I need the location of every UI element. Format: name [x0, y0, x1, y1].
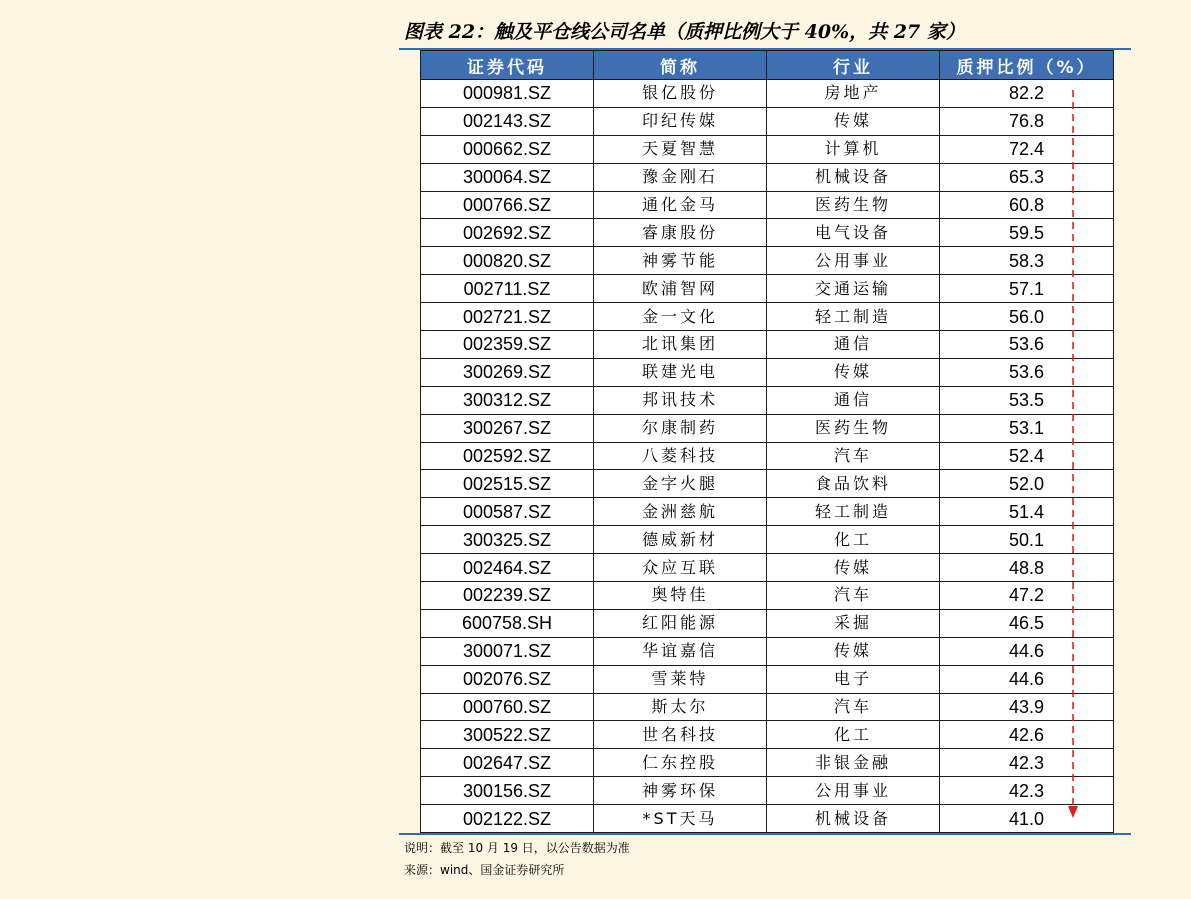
table-row: [421, 80, 1114, 108]
table-row: [421, 442, 1114, 470]
cell-ratio: 44.6: [940, 665, 1114, 693]
table-row: [421, 693, 1114, 721]
table-row: [421, 107, 1114, 135]
cell-industry: 公用事业: [767, 777, 940, 805]
cell-code: 000662.SZ: [421, 135, 594, 163]
cell-code: 002647.SZ: [421, 749, 594, 777]
table-row: [421, 275, 1114, 303]
cell-name: 仁东控股: [594, 749, 767, 777]
cell-ratio: 52.0: [940, 470, 1114, 498]
cell-ratio: 46.5: [940, 609, 1114, 637]
cell-name: 世名科技: [594, 721, 767, 749]
cell-name: 金洲慈航: [594, 498, 767, 526]
cell-code: 000766.SZ: [421, 191, 594, 219]
cell-ratio: 52.4: [940, 442, 1114, 470]
table-row: [421, 135, 1114, 163]
cell-code: 002721.SZ: [421, 303, 594, 331]
cell-industry: 计算机: [767, 135, 940, 163]
table-row: [421, 219, 1114, 247]
table-row: [421, 805, 1114, 833]
table-row: [421, 414, 1114, 442]
cell-code: 000981.SZ: [421, 80, 594, 108]
note-source: 来源：wind、国金证券研究所: [404, 863, 565, 877]
table-row: [421, 386, 1114, 414]
cell-name: 金字火腿: [594, 470, 767, 498]
cell-industry: 汽车: [767, 582, 940, 610]
table-row: [421, 665, 1114, 693]
cell-name: 神雾环保: [594, 777, 767, 805]
cell-industry: 交通运输: [767, 275, 940, 303]
cell-industry: 公用事业: [767, 247, 940, 275]
cell-code: 000820.SZ: [421, 247, 594, 275]
cell-ratio: 53.1: [940, 414, 1114, 442]
cell-industry: 房地产: [767, 80, 940, 108]
cell-ratio: 60.8: [940, 191, 1114, 219]
header-code: 证券代码: [421, 51, 594, 80]
cell-name: 华谊嘉信: [594, 637, 767, 665]
table-row: [421, 609, 1114, 637]
table-body: [421, 80, 1114, 833]
cell-ratio: 53.6: [940, 331, 1114, 359]
cell-name: 神雾节能: [594, 247, 767, 275]
cell-code: 300156.SZ: [421, 777, 594, 805]
table-row: [421, 777, 1114, 805]
cell-ratio: 51.4: [940, 498, 1114, 526]
cell-code: 002143.SZ: [421, 107, 594, 135]
cell-ratio: 76.8: [940, 107, 1114, 135]
cell-ratio: 53.5: [940, 386, 1114, 414]
cell-ratio: 82.2: [940, 80, 1114, 108]
cell-industry: 电气设备: [767, 219, 940, 247]
cell-code: 002122.SZ: [421, 805, 594, 833]
cell-ratio: 44.6: [940, 637, 1114, 665]
cell-ratio: 72.4: [940, 135, 1114, 163]
cell-ratio: 57.1: [940, 275, 1114, 303]
cell-industry: 汽车: [767, 693, 940, 721]
cell-name: 豫金刚石: [594, 163, 767, 191]
cell-industry: 汽车: [767, 442, 940, 470]
cell-ratio: 56.0: [940, 303, 1114, 331]
cell-name: 北讯集团: [594, 331, 767, 359]
cell-code: 002515.SZ: [421, 470, 594, 498]
cell-ratio: 58.3: [940, 247, 1114, 275]
cell-industry: 食品饮料: [767, 470, 940, 498]
cell-ratio: 41.0: [940, 805, 1114, 833]
cell-industry: 通信: [767, 331, 940, 359]
cell-code: 300267.SZ: [421, 414, 594, 442]
table-row: [421, 358, 1114, 386]
cell-name: 众应互联: [594, 554, 767, 582]
cell-ratio: 65.3: [940, 163, 1114, 191]
table-row: [421, 554, 1114, 582]
cell-industry: 电子: [767, 665, 940, 693]
cell-code: 002592.SZ: [421, 442, 594, 470]
cell-industry: 机械设备: [767, 805, 940, 833]
cell-code: 002076.SZ: [421, 665, 594, 693]
cell-code: 000587.SZ: [421, 498, 594, 526]
cell-ratio: 42.6: [940, 721, 1114, 749]
cell-name: 斯太尔: [594, 693, 767, 721]
header-ratio: 质押比例（%）: [940, 51, 1114, 80]
cell-code: 300269.SZ: [421, 358, 594, 386]
cell-code: 300064.SZ: [421, 163, 594, 191]
table-row: [421, 582, 1114, 610]
cell-ratio: 47.2: [940, 582, 1114, 610]
table-row: [421, 331, 1114, 359]
table-row: [421, 749, 1114, 777]
cell-name: 雪莱特: [594, 665, 767, 693]
cell-name: 尔康制药: [594, 414, 767, 442]
cell-name: 邦讯技术: [594, 386, 767, 414]
cell-industry: 传媒: [767, 358, 940, 386]
cell-code: 002692.SZ: [421, 219, 594, 247]
cell-name: 通化金马: [594, 191, 767, 219]
cell-industry: 医药生物: [767, 414, 940, 442]
cell-name: 印纪传媒: [594, 107, 767, 135]
cell-name: 德威新材: [594, 526, 767, 554]
cell-industry: 传媒: [767, 554, 940, 582]
table-row: [421, 526, 1114, 554]
cell-code: 300522.SZ: [421, 721, 594, 749]
table-row: [421, 163, 1114, 191]
cell-name: 八菱科技: [594, 442, 767, 470]
header-row: [421, 51, 1114, 80]
cell-industry: 传媒: [767, 637, 940, 665]
cell-ratio: 42.3: [940, 777, 1114, 805]
header-name: 简称: [594, 51, 767, 80]
cell-industry: 采掘: [767, 609, 940, 637]
cell-industry: 通信: [767, 386, 940, 414]
bottom-rule: [399, 833, 1131, 835]
table-row: [421, 470, 1114, 498]
cell-code: 002359.SZ: [421, 331, 594, 359]
cell-name: 睿康股份: [594, 219, 767, 247]
cell-code: 000760.SZ: [421, 693, 594, 721]
cell-name: 联建光电: [594, 358, 767, 386]
cell-ratio: 48.8: [940, 554, 1114, 582]
note-explain: 说明：截至 10 月 19 日，以公告数据为准: [404, 841, 630, 855]
cell-name: 金一文化: [594, 303, 767, 331]
figure-title: 图表 22：触及平仓线公司名单（质押比例大于 40%，共 27 家）: [404, 21, 965, 43]
cell-code: 002711.SZ: [421, 275, 594, 303]
table-row: [421, 637, 1114, 665]
table-row: [421, 191, 1114, 219]
table-row: [421, 498, 1114, 526]
cell-industry: 化工: [767, 721, 940, 749]
cell-industry: 轻工制造: [767, 303, 940, 331]
table-row: [421, 247, 1114, 275]
cell-code: 300325.SZ: [421, 526, 594, 554]
cell-code: 300071.SZ: [421, 637, 594, 665]
cell-industry: 传媒: [767, 107, 940, 135]
cell-industry: 非银金融: [767, 749, 940, 777]
cell-code: 600758.SH: [421, 609, 594, 637]
pledge-table: [420, 50, 1114, 833]
cell-code: 002239.SZ: [421, 582, 594, 610]
cell-name: 欧浦智网: [594, 275, 767, 303]
cell-industry: 化工: [767, 526, 940, 554]
cell-name: *ST天马: [594, 805, 767, 833]
cell-ratio: 42.3: [940, 749, 1114, 777]
cell-ratio: 43.9: [940, 693, 1114, 721]
cell-ratio: 53.6: [940, 358, 1114, 386]
cell-code: 300312.SZ: [421, 386, 594, 414]
cell-industry: 机械设备: [767, 163, 940, 191]
cell-industry: 轻工制造: [767, 498, 940, 526]
table-row: [421, 721, 1114, 749]
cell-code: 002464.SZ: [421, 554, 594, 582]
cell-ratio: 50.1: [940, 526, 1114, 554]
header-industry: 行业: [767, 51, 940, 80]
cell-name: 奥特佳: [594, 582, 767, 610]
cell-name: 银亿股份: [594, 80, 767, 108]
table-row: [421, 303, 1114, 331]
cell-ratio: 59.5: [940, 219, 1114, 247]
cell-name: 天夏智慧: [594, 135, 767, 163]
cell-industry: 医药生物: [767, 191, 940, 219]
cell-name: 红阳能源: [594, 609, 767, 637]
